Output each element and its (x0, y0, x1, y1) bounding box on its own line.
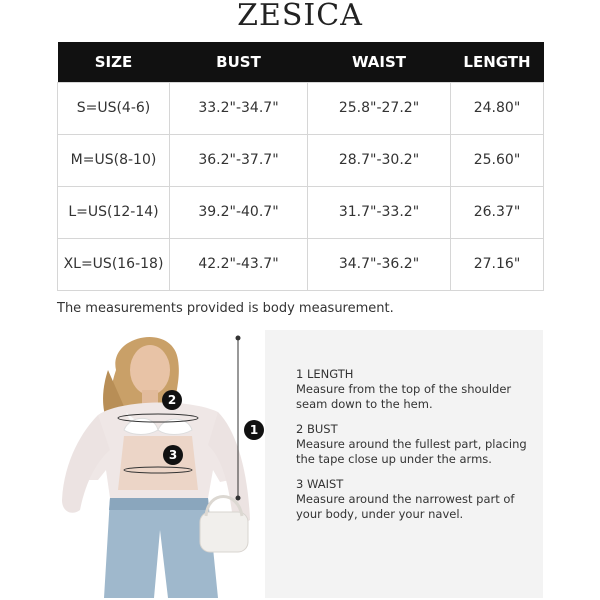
waist-marker (161, 443, 185, 467)
svg-text:1: 1 (249, 423, 259, 437)
table-row (58, 238, 544, 290)
length-marker (242, 418, 266, 442)
cell-length: 27.16" (451, 238, 544, 290)
header-waist: WAIST (308, 42, 451, 82)
cell-bust: 36.2"-37.7" (170, 134, 308, 186)
guide-bust (296, 422, 527, 467)
cell-waist: 28.7"-30.2" (308, 134, 451, 186)
header-length: LENGTH (451, 42, 544, 82)
cell-size: S=US(4-6) (58, 82, 170, 134)
svg-text:2: 2 (167, 393, 177, 407)
cell-size: XL=US(16-18) (58, 238, 170, 290)
cell-waist: 34.7"-36.2" (308, 238, 451, 290)
guide-title: 2 BUST (296, 422, 338, 436)
brand-logo: ZESICA (237, 0, 363, 33)
guide-title: 3 WAIST (296, 477, 344, 491)
guide-length (296, 367, 511, 412)
table-header-row (58, 42, 544, 82)
guide-desc-line: Measure around the narrowest part of (296, 492, 515, 506)
header-size: SIZE (58, 42, 170, 82)
cell-length: 26.37" (451, 186, 544, 238)
guide-title: 1 LENGTH (296, 367, 354, 381)
cell-size: M=US(8-10) (58, 134, 170, 186)
cell-bust: 42.2"-43.7" (170, 238, 308, 290)
table-row (58, 134, 544, 186)
measurement-note: The measurements provided is body measurement. (57, 301, 394, 316)
cell-size: L=US(12-14) (58, 186, 170, 238)
svg-text:3: 3 (168, 448, 178, 462)
size-chart-table (57, 42, 544, 291)
cell-bust: 39.2"-40.7" (170, 186, 308, 238)
guide-desc-line: the tape close up under the arms. (296, 452, 492, 466)
cell-waist: 31.7"-33.2" (308, 186, 451, 238)
guide-desc-line: your body, under your navel. (296, 507, 464, 521)
cell-length: 24.80" (451, 82, 544, 134)
cell-bust: 33.2"-34.7" (170, 82, 308, 134)
table-row (58, 186, 544, 238)
cell-length: 25.60" (451, 134, 544, 186)
bust-marker (160, 388, 184, 412)
guide-desc-line: Measure from the top of the shoulder (296, 382, 512, 396)
guide-desc-line: seam down to the hem. (296, 397, 433, 411)
measurement-guide-panel (265, 330, 543, 598)
guide-waist (296, 477, 514, 522)
table-row (58, 82, 544, 134)
guide-desc-line: Measure around the fullest part, placing (296, 437, 527, 451)
cell-waist: 25.8"-27.2" (308, 82, 451, 134)
header-bust: BUST (170, 42, 308, 82)
